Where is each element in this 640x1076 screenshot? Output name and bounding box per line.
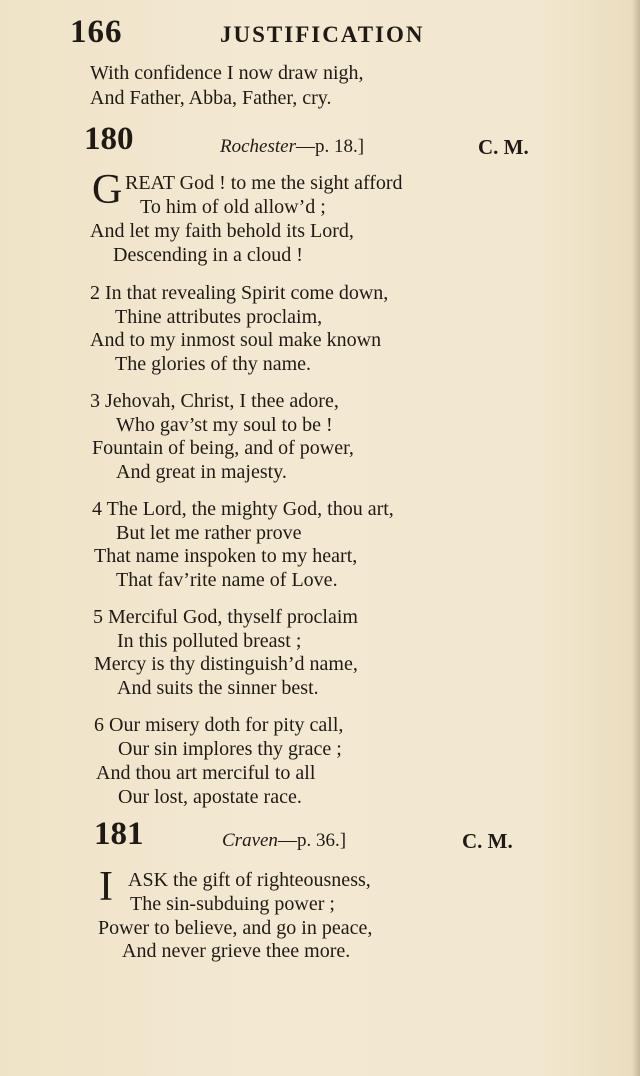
tune-name: Rochester xyxy=(220,136,296,157)
verse-line: Thine attributes proclaim, xyxy=(115,306,323,328)
hymn-number: 181 xyxy=(94,816,144,852)
hymn-meter: C. M. xyxy=(478,135,529,159)
verse-line: Our lost, apostate race. xyxy=(118,786,302,808)
verse-line: And to my inmost soul make known xyxy=(90,329,382,351)
verse-line: REAT God ! to me the sight afford xyxy=(125,172,403,194)
tune-page-ref: —p. 18.] xyxy=(295,136,365,157)
verse-line: And thou art merciful to all xyxy=(96,762,316,784)
verse-line: ASK the gift of righteousness, xyxy=(128,869,371,891)
verse-line: 2 In that revealing Spirit come down, xyxy=(90,282,389,304)
page-number: 166 xyxy=(70,14,123,50)
verse-line: Who gav’st my soul to be ! xyxy=(116,414,333,436)
verse-line: To him of old allow’d ; xyxy=(140,196,326,218)
continuation-line: With confidence I now draw nigh, xyxy=(90,62,364,84)
drop-cap: G xyxy=(92,167,123,213)
running-title: JUSTIFICATION xyxy=(220,22,425,47)
page-edge-shadow xyxy=(632,0,640,1076)
verse-line: 3 Jehovah, Christ, I thee adore, xyxy=(90,390,339,412)
verse-line: The glories of thy name. xyxy=(115,353,312,375)
tune-page-ref: —p. 36.] xyxy=(277,830,347,851)
verse-line: The sin-subduing power ; xyxy=(130,893,335,915)
hymn-meter: C. M. xyxy=(462,829,513,853)
hymn-number: 180 xyxy=(84,121,134,157)
verse-line: And let my faith behold its Lord, xyxy=(90,220,354,242)
verse-line: 6 Our misery doth for pity call, xyxy=(94,714,344,736)
hymn-tune xyxy=(222,830,346,852)
hymn-tune xyxy=(220,136,364,158)
continuation-line: And Father, Abba, Father, cry. xyxy=(90,87,332,109)
verse-line: Our sin implores thy grace ; xyxy=(118,738,342,760)
verse-line: 4 The Lord, the mighty God, thou art, xyxy=(92,498,394,520)
verse-line: Descending in a cloud ! xyxy=(113,244,303,266)
verse-line: In this polluted breast ; xyxy=(117,630,302,652)
page-header xyxy=(70,14,570,54)
verse-line: That name inspoken to my heart, xyxy=(94,545,358,567)
verse-line: And never grieve thee more. xyxy=(122,940,351,962)
verse-line: That fav’rite name of Love. xyxy=(116,569,338,591)
verse-line: Fountain of being, and of power, xyxy=(92,437,354,459)
verse-line: But let me rather prove xyxy=(116,522,302,544)
drop-cap: I xyxy=(99,864,113,910)
verse-line: 5 Merciful God, thyself proclaim xyxy=(93,606,358,628)
verse-line: And suits the sinner best. xyxy=(117,677,319,699)
verse-line: Mercy is thy distinguish’d name, xyxy=(94,653,358,675)
tune-name: Craven xyxy=(222,830,278,851)
verse-line: And great in majesty. xyxy=(116,461,287,483)
verse-line: Power to believe, and go in peace, xyxy=(98,917,373,939)
